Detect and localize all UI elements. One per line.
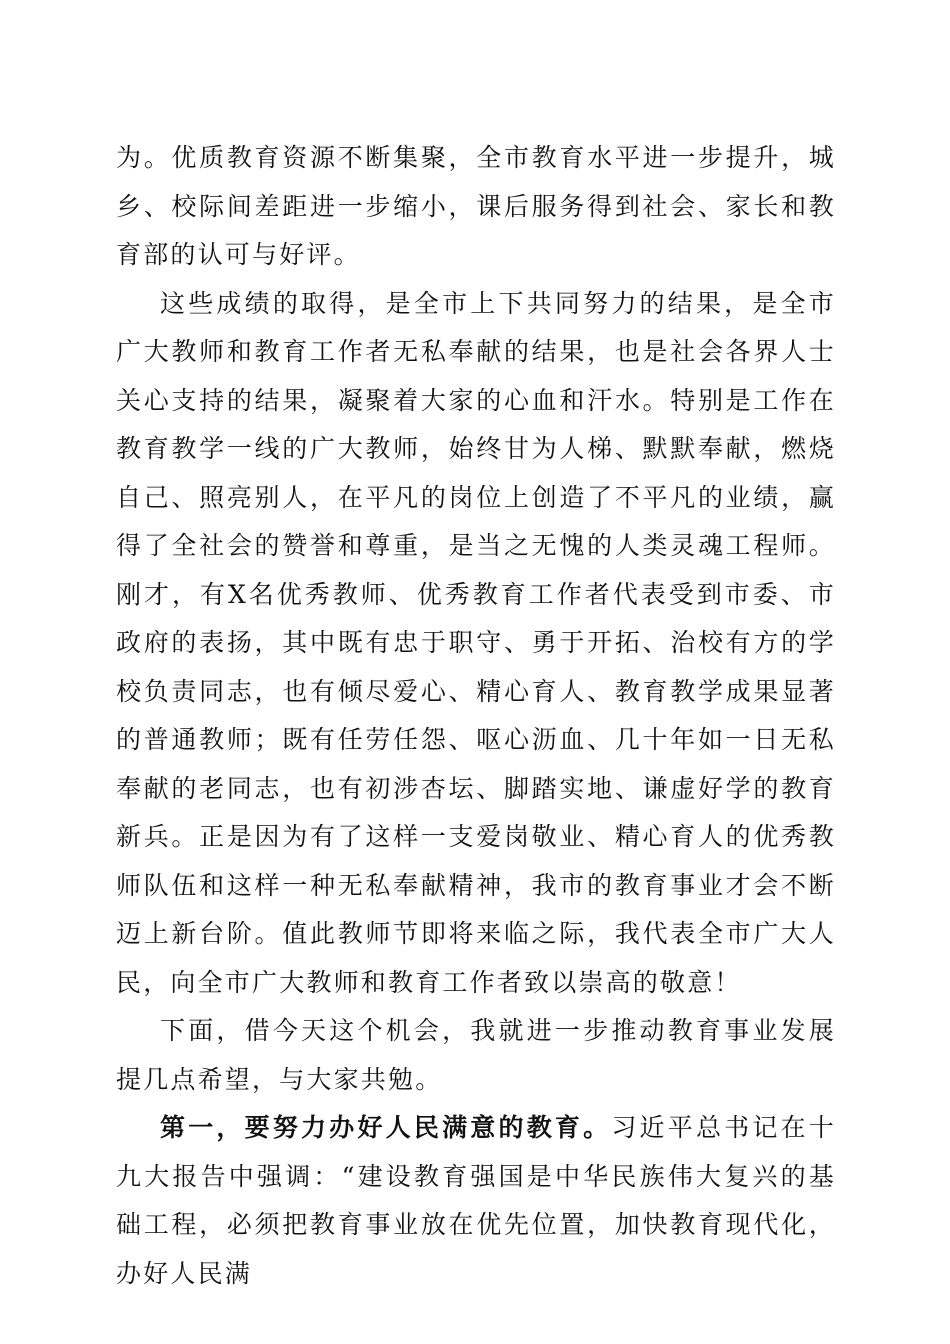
paragraph-point-one — [116, 1104, 836, 1298]
document-body — [116, 134, 836, 1298]
point-one-text: 习近平总书记在十九大报告中强调：“建设教育强国是中华民族伟大复兴的基础工程，必须把教育事业放在优先位置，加快教育现代化，办好人民满 — [116, 1113, 837, 1288]
paragraph-continuation: 为。优质教育资源不断集聚，全市教育水平进一步提升，城乡、校际间差距进一步缩小，课后服务得到社会、家长和教育部的认可与好评。 — [116, 143, 836, 269]
paragraph-achievements: 这些成绩的取得，是全市上下共同努力的结果，是全市广大教师和教育工作者无私奉献的结果，也是社会各界人士关心支持的结果，凝聚着大家的心血和汗水。特别是工作在教育教学一线的广大教师，始终甘为人梯、默默奉献，燃烧自己、照亮别人，在平凡的岗位上创造了不平凡的业绩，赢得了全社会的赞誉和尊重，是当之无愧的人类灵魂工程师。刚才，有X名优秀教师、优秀教育工作者代表受到市委、市政府的表扬，其中既有忠于职守、勇于开拓、治校有方的学校负责同志，也有倾尽爱心、精心育人、教育教学成果显著的普通教师；既有任劳任怨、呕心沥血、几十年如一日无私奉献的老同志，也有初涉杏坛、脚踏实地、谦虚好学的教育新兵。正是因为有了这样一支爱岗敬业、精心育人的优秀教师队伍和这样一种无私奉献精神，我市的教育事业才会不断迈上新台阶。值此教师节即将来临之际，我代表全市广大人民，向全市广大教师和教育工作者致以崇高的敬意！ — [116, 288, 836, 997]
point-one-heading: 第一，要努力办好人民满意的教育。 — [160, 1113, 612, 1142]
paragraph-hopes-intro: 下面，借今天这个机会，我就进一步推动教育事业发展提几点希望，与大家共勉。 — [116, 1016, 836, 1094]
